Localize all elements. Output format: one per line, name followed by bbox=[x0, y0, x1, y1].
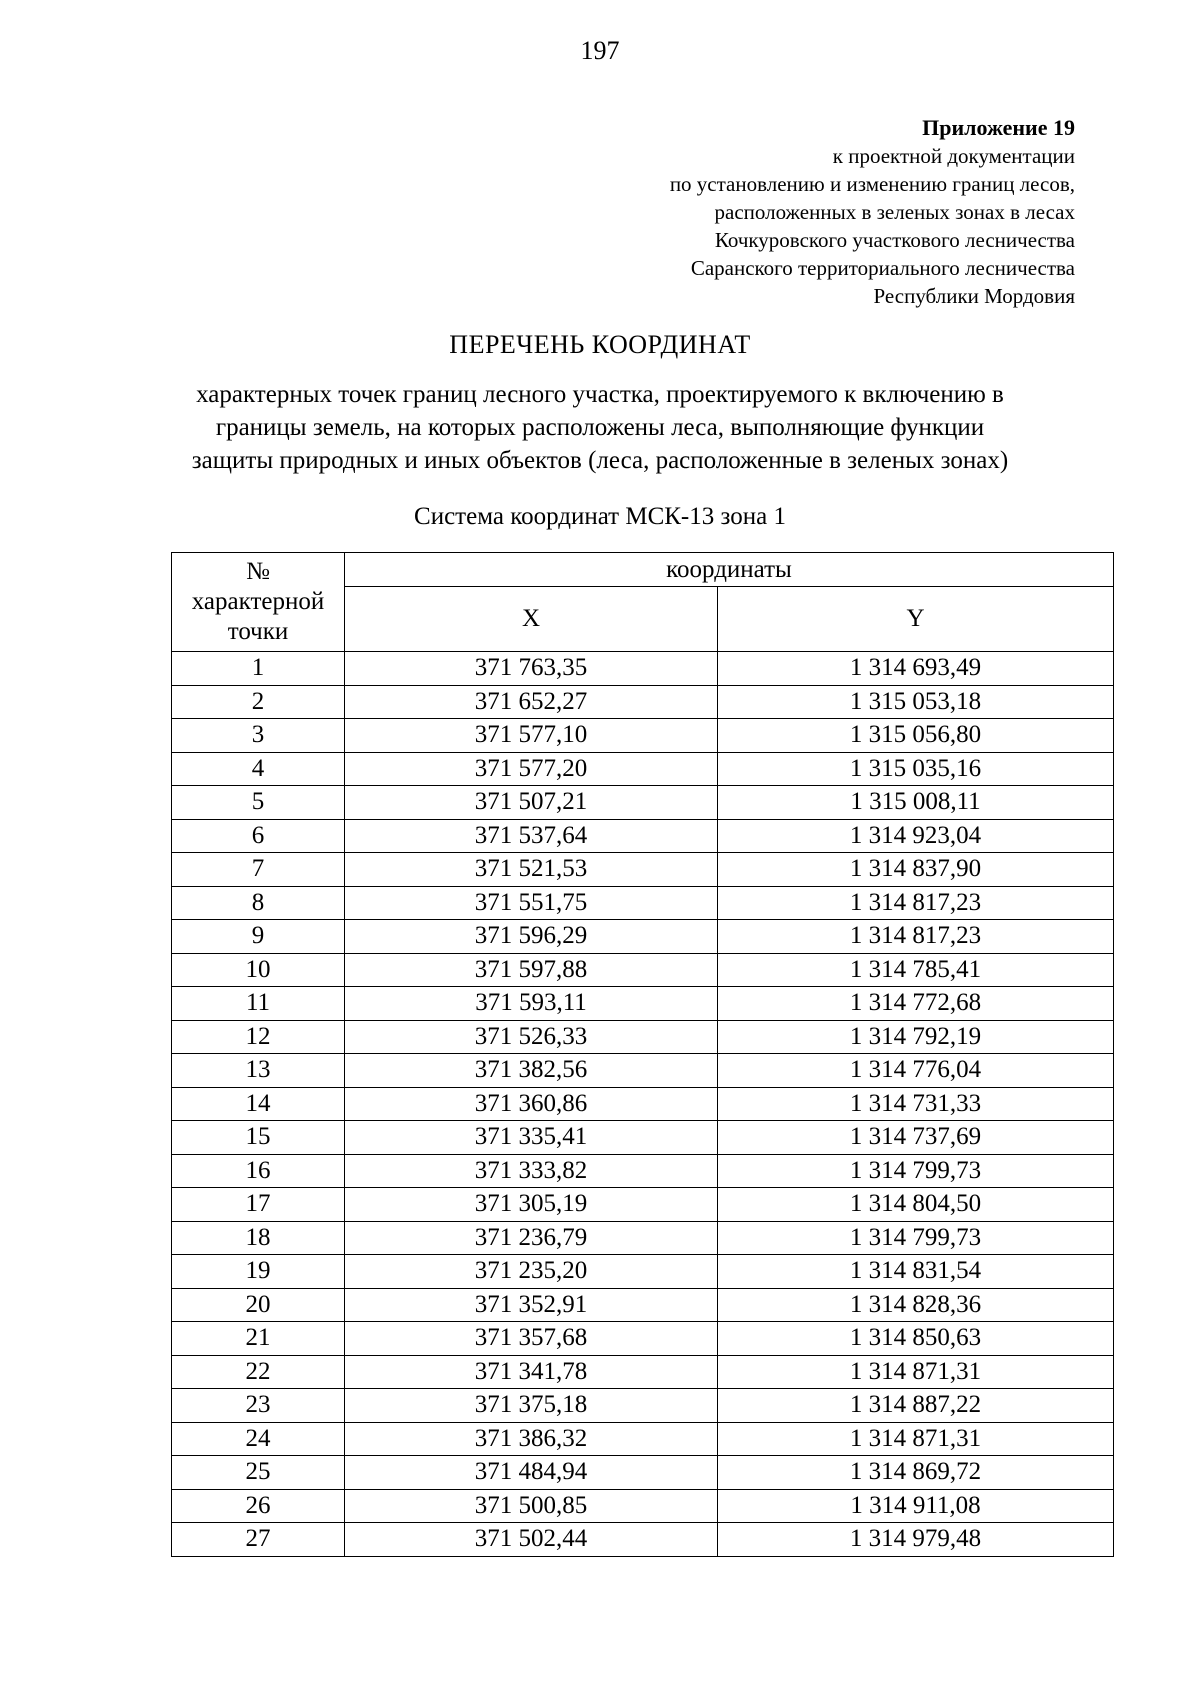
appendix-line: расположенных в зеленых зонах в лесах bbox=[714, 200, 1075, 224]
table-row bbox=[172, 685, 1114, 719]
cell-y: 1 314 817,23 bbox=[718, 886, 1114, 920]
header-point-number bbox=[172, 553, 345, 652]
cell-point-number: 10 bbox=[172, 953, 345, 987]
table-row bbox=[172, 1389, 1114, 1423]
coordinate-system-label: Система координат МСК-13 зона 1 bbox=[414, 503, 786, 530]
cell-y: 1 314 979,48 bbox=[718, 1523, 1114, 1557]
page-number: 197 bbox=[580, 36, 620, 65]
cell-x: 371 382,56 bbox=[345, 1054, 718, 1088]
cell-y: 1 314 923,04 bbox=[718, 819, 1114, 853]
cell-x: 371 596,29 bbox=[345, 920, 718, 954]
cell-point-number: 16 bbox=[172, 1154, 345, 1188]
cell-x: 371 357,68 bbox=[345, 1322, 718, 1356]
cell-y: 1 314 828,36 bbox=[718, 1288, 1114, 1322]
table-row bbox=[172, 1288, 1114, 1322]
table-row bbox=[172, 987, 1114, 1021]
cell-point-number: 12 bbox=[172, 1020, 345, 1054]
table-row bbox=[172, 752, 1114, 786]
cell-y: 1 314 850,63 bbox=[718, 1322, 1114, 1356]
cell-point-number: 14 bbox=[172, 1087, 345, 1121]
header-point-number-line: характерной bbox=[191, 588, 325, 615]
cell-y: 1 314 817,23 bbox=[718, 920, 1114, 954]
cell-x: 371 235,20 bbox=[345, 1255, 718, 1289]
cell-x: 371 305,19 bbox=[345, 1188, 718, 1222]
cell-x: 371 537,64 bbox=[345, 819, 718, 853]
cell-x: 371 500,85 bbox=[345, 1489, 718, 1523]
cell-point-number: 3 bbox=[172, 719, 345, 753]
table-row bbox=[172, 1154, 1114, 1188]
table-row bbox=[172, 652, 1114, 686]
appendix-line: по установлению и изменению границ лесов, bbox=[669, 172, 1075, 196]
cell-point-number: 22 bbox=[172, 1355, 345, 1389]
appendix-title: Приложение 19 bbox=[922, 115, 1075, 140]
cell-point-number: 7 bbox=[172, 853, 345, 887]
cell-point-number: 19 bbox=[172, 1255, 345, 1289]
cell-x: 371 763,35 bbox=[345, 652, 718, 686]
subtitle-line: границы земель, на которых расположены леса, выполняющие функции bbox=[215, 414, 985, 441]
header-point-number-line: точки bbox=[227, 618, 289, 645]
cell-y: 1 314 911,08 bbox=[718, 1489, 1114, 1523]
coordinates-table bbox=[171, 552, 1114, 1557]
cell-x: 371 352,91 bbox=[345, 1288, 718, 1322]
cell-y: 1 314 804,50 bbox=[718, 1188, 1114, 1222]
table-row bbox=[172, 886, 1114, 920]
table-row bbox=[172, 1489, 1114, 1523]
table-row bbox=[172, 853, 1114, 887]
cell-y: 1 315 053,18 bbox=[718, 685, 1114, 719]
header-coordinates: координаты bbox=[345, 553, 1114, 587]
cell-point-number: 2 bbox=[172, 685, 345, 719]
cell-y: 1 314 792,19 bbox=[718, 1020, 1114, 1054]
table-row bbox=[172, 1221, 1114, 1255]
cell-y: 1 314 776,04 bbox=[718, 1054, 1114, 1088]
cell-x: 371 551,75 bbox=[345, 886, 718, 920]
table-row bbox=[172, 819, 1114, 853]
cell-point-number: 27 bbox=[172, 1523, 345, 1557]
cell-y: 1 314 869,72 bbox=[718, 1456, 1114, 1490]
cell-point-number: 5 bbox=[172, 786, 345, 820]
cell-point-number: 6 bbox=[172, 819, 345, 853]
appendix-line: Саранского территориального лесничества bbox=[690, 256, 1075, 280]
cell-point-number: 18 bbox=[172, 1221, 345, 1255]
cell-y: 1 314 831,54 bbox=[718, 1255, 1114, 1289]
cell-point-number: 17 bbox=[172, 1188, 345, 1222]
cell-y: 1 315 035,16 bbox=[718, 752, 1114, 786]
table-row bbox=[172, 953, 1114, 987]
cell-x: 371 386,32 bbox=[345, 1422, 718, 1456]
cell-point-number: 15 bbox=[172, 1121, 345, 1155]
table-row bbox=[172, 1255, 1114, 1289]
appendix-line: Республики Мордовия bbox=[873, 284, 1075, 308]
cell-y: 1 314 887,22 bbox=[718, 1389, 1114, 1423]
table-row bbox=[172, 1322, 1114, 1356]
table-row bbox=[172, 1121, 1114, 1155]
cell-x: 371 521,53 bbox=[345, 853, 718, 887]
cell-x: 371 335,41 bbox=[345, 1121, 718, 1155]
cell-x: 371 577,10 bbox=[345, 719, 718, 753]
cell-point-number: 4 bbox=[172, 752, 345, 786]
cell-point-number: 8 bbox=[172, 886, 345, 920]
cell-point-number: 26 bbox=[172, 1489, 345, 1523]
table-body bbox=[172, 652, 1114, 1557]
cell-y: 1 314 737,69 bbox=[718, 1121, 1114, 1155]
cell-point-number: 13 bbox=[172, 1054, 345, 1088]
table-header-row bbox=[172, 553, 1114, 587]
appendix-line: к проектной документации bbox=[832, 144, 1075, 168]
cell-y: 1 315 056,80 bbox=[718, 719, 1114, 753]
cell-y: 1 315 008,11 bbox=[718, 786, 1114, 820]
document-title: ПЕРЕЧЕНЬ КООРДИНАТ bbox=[449, 330, 751, 359]
cell-y: 1 314 871,31 bbox=[718, 1355, 1114, 1389]
cell-y: 1 314 871,31 bbox=[718, 1422, 1114, 1456]
cell-x: 371 236,79 bbox=[345, 1221, 718, 1255]
table-row bbox=[172, 1188, 1114, 1222]
table-row bbox=[172, 719, 1114, 753]
cell-y: 1 314 772,68 bbox=[718, 987, 1114, 1021]
table-row bbox=[172, 786, 1114, 820]
cell-point-number: 25 bbox=[172, 1456, 345, 1490]
cell-point-number: 21 bbox=[172, 1322, 345, 1356]
cell-x: 371 333,82 bbox=[345, 1154, 718, 1188]
cell-y: 1 314 693,49 bbox=[718, 652, 1114, 686]
cell-x: 371 507,21 bbox=[345, 786, 718, 820]
cell-y: 1 314 837,90 bbox=[718, 853, 1114, 887]
cell-x: 371 502,44 bbox=[345, 1523, 718, 1557]
cell-y: 1 314 799,73 bbox=[718, 1221, 1114, 1255]
cell-y: 1 314 799,73 bbox=[718, 1154, 1114, 1188]
cell-point-number: 1 bbox=[172, 652, 345, 686]
cell-x: 371 652,27 bbox=[345, 685, 718, 719]
cell-x: 371 593,11 bbox=[345, 987, 718, 1021]
table-row bbox=[172, 1523, 1114, 1557]
header-point-number-line: № bbox=[246, 558, 270, 585]
cell-x: 371 484,94 bbox=[345, 1456, 718, 1490]
appendix-block bbox=[670, 114, 1075, 310]
cell-point-number: 9 bbox=[172, 920, 345, 954]
cell-x: 371 597,88 bbox=[345, 953, 718, 987]
cell-x: 371 526,33 bbox=[345, 1020, 718, 1054]
table-row bbox=[172, 1087, 1114, 1121]
subtitle-line: защиты природных и иных объектов (леса, расположенные в зеленых зонах) bbox=[191, 447, 1009, 474]
cell-y: 1 314 731,33 bbox=[718, 1087, 1114, 1121]
header-y: Y bbox=[718, 587, 1114, 652]
cell-x: 371 341,78 bbox=[345, 1355, 718, 1389]
table-row bbox=[172, 1020, 1114, 1054]
cell-y: 1 314 785,41 bbox=[718, 953, 1114, 987]
header-x: X bbox=[345, 587, 718, 652]
cell-point-number: 11 bbox=[172, 987, 345, 1021]
subtitle-line: характерных точек границ лесного участка, проектируемого к включению в bbox=[196, 381, 1004, 408]
table-row bbox=[172, 1054, 1114, 1088]
cell-point-number: 24 bbox=[172, 1422, 345, 1456]
cell-x: 371 577,20 bbox=[345, 752, 718, 786]
document-subtitle bbox=[150, 378, 1050, 477]
table-row bbox=[172, 1456, 1114, 1490]
table-row bbox=[172, 920, 1114, 954]
table-row bbox=[172, 1355, 1114, 1389]
appendix-line: Кочкуровского участкового лесничества bbox=[714, 228, 1075, 252]
cell-point-number: 20 bbox=[172, 1288, 345, 1322]
cell-x: 371 360,86 bbox=[345, 1087, 718, 1121]
table-row bbox=[172, 1422, 1114, 1456]
cell-point-number: 23 bbox=[172, 1389, 345, 1423]
cell-x: 371 375,18 bbox=[345, 1389, 718, 1423]
